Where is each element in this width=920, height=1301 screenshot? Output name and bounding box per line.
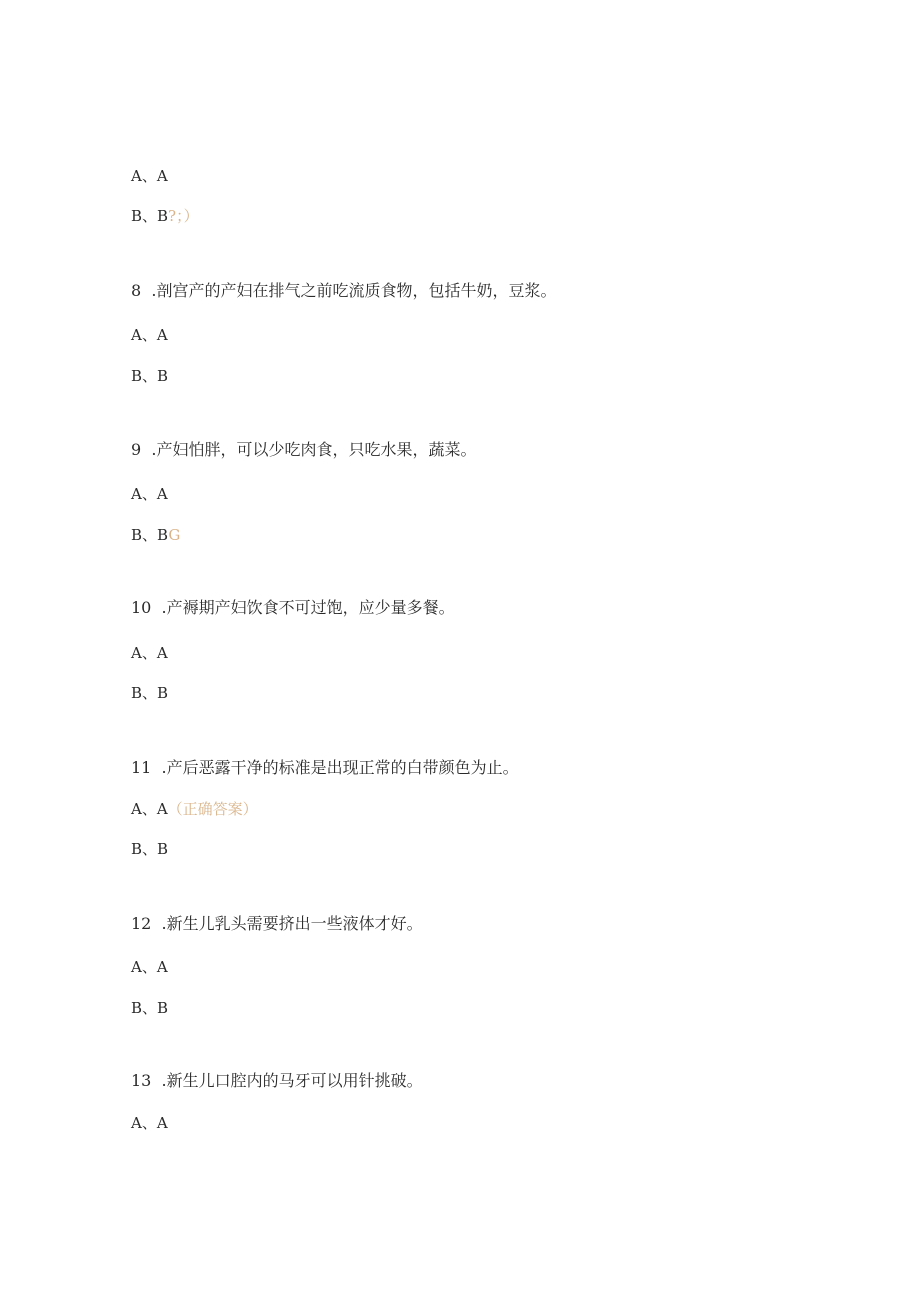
option-a: A、A [131, 167, 168, 185]
question-10: 10 .产褥期产妇饮食不可过饱，应少量多餐。 [131, 598, 455, 617]
option-b: B、B?；） [131, 207, 199, 225]
correct-answer-mark: （正确答案） [167, 800, 258, 818]
option-b: B、BG [131, 526, 181, 544]
option-a: A、A [131, 958, 168, 976]
option-b: B、B [131, 684, 169, 702]
option-b: B、B [131, 999, 169, 1017]
option-a: A、A [131, 1114, 168, 1132]
question-13: 13 .新生儿口腔内的马牙可以用针挑破。 [131, 1071, 423, 1090]
answer-mark: G [168, 526, 181, 544]
option-a: A、A（正确答案） [131, 800, 258, 818]
option-b: B、B [131, 840, 169, 858]
answer-mark: ?；） [168, 207, 199, 225]
question-12: 12 .新生儿乳头需要挤出一些液体才好。 [131, 914, 423, 933]
option-b: B、B [131, 367, 169, 385]
question-8: 8 .剖宫产的产妇在排气之前吃流质食物，包括牛奶，豆浆。 [131, 281, 557, 300]
option-a: A、A [131, 485, 168, 503]
option-a: A、A [131, 644, 168, 662]
option-a: A、A [131, 326, 168, 344]
question-9: 9 .产妇怕胖，可以少吃肉食，只吃水果，蔬菜。 [131, 440, 477, 459]
question-11: 11 .产后恶露干净的标准是出现正常的白带颜色为止。 [131, 758, 519, 777]
